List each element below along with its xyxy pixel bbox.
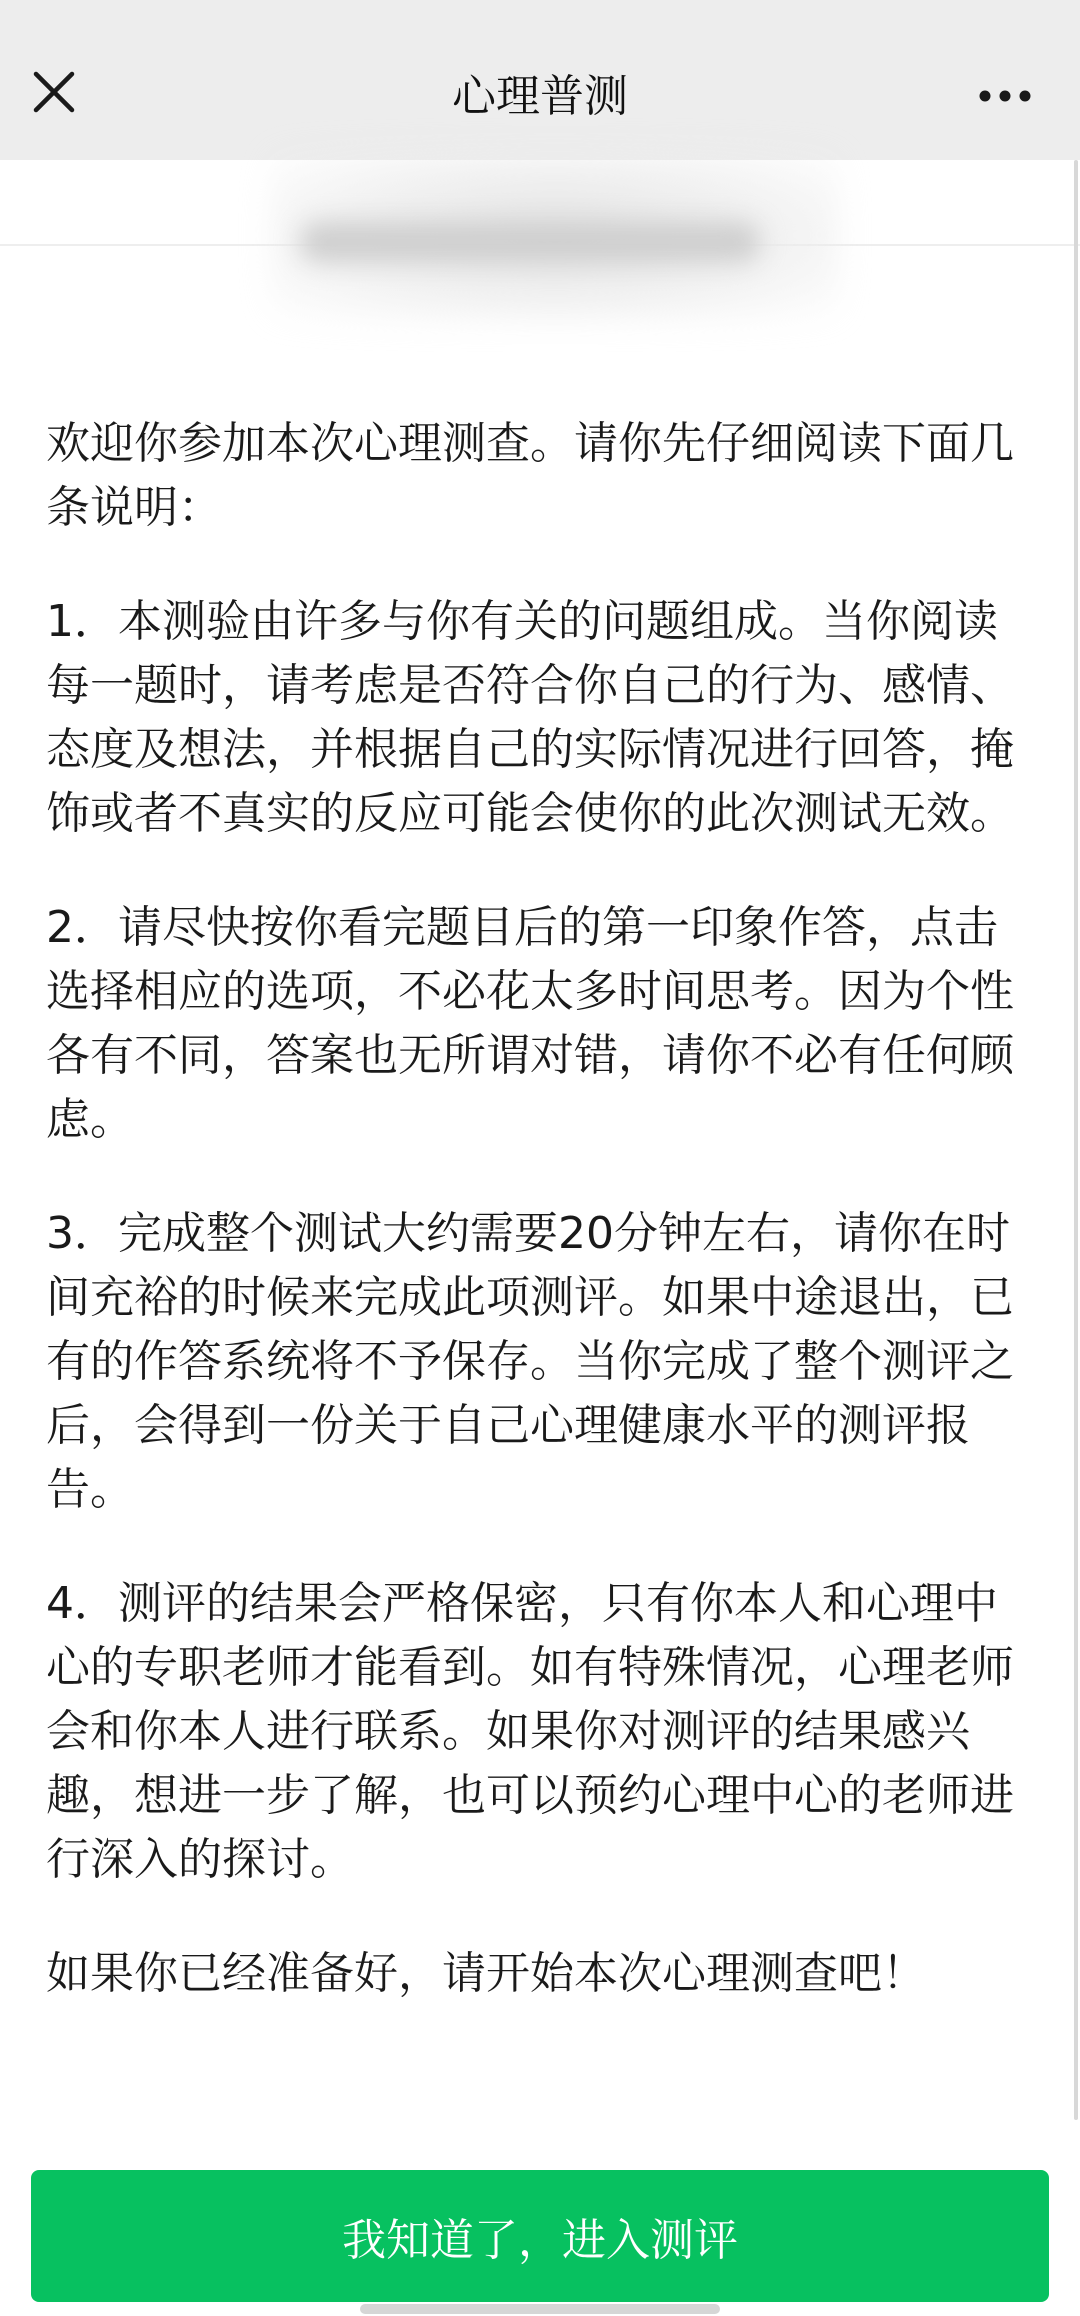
page-title: 心理普测: [452, 71, 628, 122]
instruction-item-4: 4．测评的结果会严格保密，只有你本人和心理中心的专职老师才能看到。如有特殊情况，心理老师会和你本人进行联系。如果你对测评的结果感兴趣，想进一步了解，也可以预约心理中心的老师进行深入的探讨。: [46, 1578, 1014, 1885]
close-icon[interactable]: [28, 66, 80, 118]
scrollbar[interactable]: [1074, 160, 1078, 2120]
instruction-item-1: 1．本测验由许多与你有关的问题组成。当你阅读每一题时，请考虑是否符合你自己的行为、感情、态度及想法，并根据自己的实际情况进行回答，掩饰或者不真实的反应可能会使你的此次测试无效。: [46, 596, 1014, 839]
instruction-item-3: 3．完成整个测试大约需要20分钟左右，请你在时间充裕的时候来完成此项测评。如果中途退出，已有的作答系统将不予保存。当你完成了整个测评之后，会得到一份关于自己心理健康水平的测评报告。: [46, 1208, 1014, 1515]
blurred-banner: [300, 222, 760, 262]
home-indicator: [360, 2304, 720, 2314]
intro-paragraph: 欢迎你参加本次心理测查。请你先仔细阅读下面几条说明：: [46, 418, 1014, 533]
instruction-item-2: 2．请尽快按你看完题目后的第一印象作答，点击选择相应的选项，不必花太多时间思考。因为个性各有不同，答案也无所谓对错，请你不必有任何顾虑。: [46, 902, 1014, 1145]
instructions-content: [46, 412, 1040, 2056]
enter-assessment-button[interactable]: 我知道了，进入测评: [31, 2170, 1049, 2302]
nav-bar: [0, 0, 1080, 160]
closing-paragraph: 如果你已经准备好，请开始本次心理测查吧！: [46, 1948, 926, 1999]
more-icon[interactable]: [976, 76, 1034, 116]
